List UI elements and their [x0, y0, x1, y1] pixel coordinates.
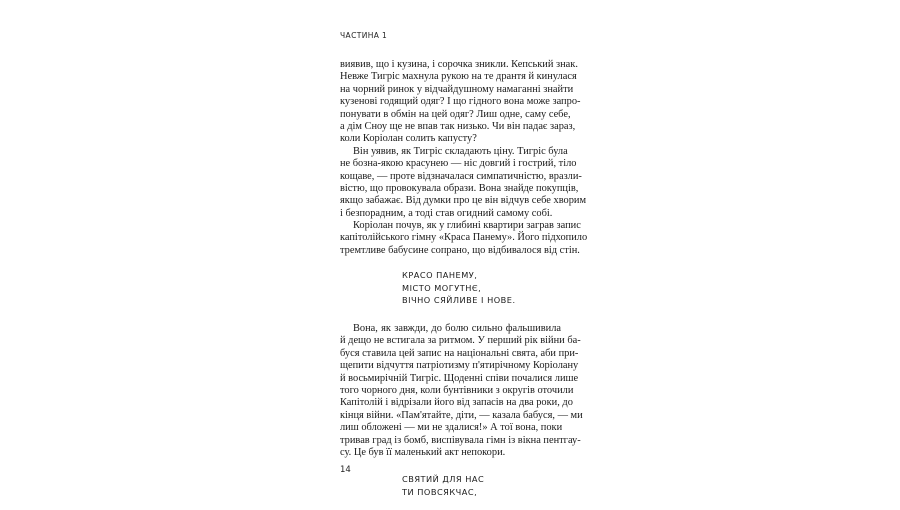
text-line: Він уявив, як Тигріс складають ціну. Тигріс була — [353, 145, 568, 157]
text-line: на чорний ринок у відчайдушному намаганні знайти — [340, 83, 574, 95]
page-number: 14 — [340, 465, 351, 475]
text-line: кощаве, — проте відзначалася симпатичністю, вразли- — [340, 170, 582, 182]
running-head: ЧАСТИНА 1 — [340, 31, 388, 40]
text-line: Вона, як завжди, до болю сильно фальшивила — [353, 323, 561, 335]
text-line: буся ставила цей запис на національні свята, аби при- — [340, 347, 579, 359]
text-line: тремтливе бабусине сопрано, що відбивалося від стін. — [340, 244, 580, 256]
anthem-verse-2 — [340, 473, 561, 498]
text-line: кузенові годящий одяг? І що гідного вона може запро- — [340, 96, 581, 108]
paragraph-2 — [340, 145, 587, 220]
text-line: Капітолій і відрізали його від запасів на два роки, до — [340, 397, 573, 409]
text-line: понувати в обмін на цей одяг? Лиш одне, саму себе, — [340, 108, 571, 120]
spacer — [340, 257, 561, 269]
text-line: вістю, що провокувала образи. Вона знайде покупців, — [340, 182, 579, 194]
anthem-verse-1 — [340, 269, 561, 307]
verse-line: КРАСО ПАНЕМУ, — [402, 270, 478, 281]
text-line: того чорного дня, коли бунтівники з округів оточили — [340, 384, 574, 396]
paragraph-3 — [340, 220, 588, 257]
text-line: і безпорадним, а тоді став огидний самому собі. — [340, 207, 553, 219]
text-line: кінця війни. «Пам'ятайте, діти, — казала бабуся, — ми — [340, 409, 583, 421]
text-line: не бозна-якою красунею — ніс довгий і гострий, тіло — [340, 158, 577, 170]
text-line: щепити відчуття патріотизму п'ятирічному Коріолану — [340, 360, 579, 372]
text-line: капітолійського гімну «Краса Панему». Його підхопило — [340, 232, 588, 244]
text-line: тривав град із бомб, виспівувала гімн із вікна пентгау- — [340, 434, 581, 446]
text-line: й восьмирічній Тигріс. Щоденні співи почалися лише — [340, 372, 579, 384]
verse-line: СВЯТИЙ ДЛЯ НАС — [402, 474, 485, 485]
verse-line: ВІЧНО СЯЙЛИВЕ І НОВЕ. — [402, 295, 516, 306]
spacer — [340, 459, 561, 473]
verse-line: ТИ ПОВСЯКЧАС, — [402, 486, 478, 497]
text-line: коли Коріолан солить капусту? — [340, 133, 477, 145]
text-line: су. Це був її маленький акт непокори. — [340, 446, 506, 458]
text-line: якщо забажає. Від думки про це він відчув себе хворим — [340, 195, 587, 207]
text-line: Коріолан почув, як у глибині квартири заграв запис — [353, 220, 581, 232]
text-line: виявив, що і кузина, і сорочка зникли. Кепський знак. — [340, 59, 578, 70]
text-line: й дещо не встигала за ритмом. У перший рік війни ба- — [340, 335, 581, 347]
paragraph-4 — [340, 323, 583, 459]
paragraph-1 — [340, 59, 581, 146]
text-line: Невже Тигріс махнула рукою на те дрантя й кинулася — [340, 71, 577, 83]
text-line: лиш обложені — ми не здалися!» А тої вона, поки — [340, 422, 563, 434]
body-text — [340, 59, 588, 499]
verse-line: МІСТО МОГУТНЄ, — [402, 282, 482, 293]
spacer — [340, 307, 561, 323]
text-line: а дім Сноу ще не впав так низько. Чи він падає зараз, — [340, 120, 576, 132]
